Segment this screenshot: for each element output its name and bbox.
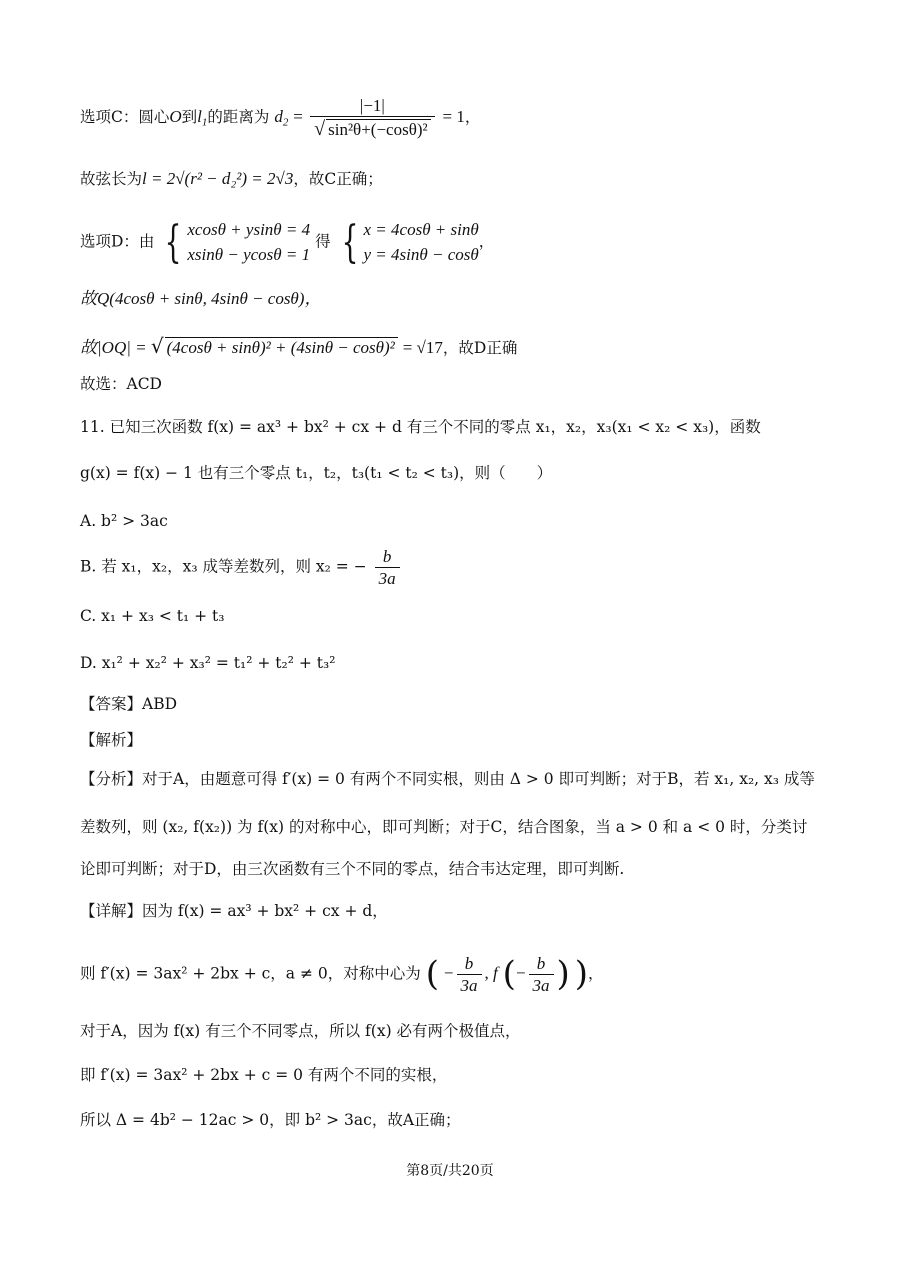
oq-line: 故|OQ| = √ (4cosθ + sinθ)² + (4sinθ − cosθ)² = √17，故D正确 xyxy=(80,334,518,358)
center-o: O xyxy=(169,107,182,126)
chord-line xyxy=(80,170,383,188)
option-c-label: 选项C：圆心 xyxy=(80,108,170,126)
detail-line-5: 所以 Δ = 4b² − 12ac > 0，即 b² > 3ac，故A正确； xyxy=(80,1111,461,1129)
chord-suffix: ，故C正确； xyxy=(293,170,383,188)
detail-line-2: 则 f′(x) = 3ax² + 2bx + c，a ≠ 0，对称中心为 ( − $\frac{b}{3a}$ , f (− $\frac{b}{3a}$ ) )， xyxy=(80,953,604,995)
q11-line-1: 11. 已知三次函数 f(x) = ax³ + bx² + cx + d 有三个不同的零点 x₁，x₂，x₃(x₁ < x₂ < x₃)，函数 xyxy=(80,418,761,436)
oq-prefix: 故|OQ| = xyxy=(80,338,151,357)
option-d: D. x₁² + x₂² + x₃² = t₁² + t₂² + t₃² xyxy=(80,654,336,672)
d2-symbol: $d_2$ xyxy=(274,107,289,129)
answer: 【答案】ABD xyxy=(80,695,178,713)
choose-line: 故选：ACD xyxy=(80,375,162,393)
chord-prefix: 故弦长为 xyxy=(80,170,143,188)
page-footer: 第8页/共20页 xyxy=(406,1163,494,1179)
q11-line-2: g(x) = f(x) − 1 也有三个零点 t₁，t₂，t₃(t₁ < t₂ < t₃)，则（ ） xyxy=(80,464,553,482)
analysis-heading: 【解析】 xyxy=(80,731,143,749)
option-a: A. b² > 3ac xyxy=(80,512,168,530)
system-equations-2: { x = 4cosθ + sinθ y = 4sinθ − cosθ xyxy=(341,216,479,268)
option-d-label: 选项D：由 xyxy=(80,232,155,251)
option-c: C. x₁ + x₃ < t₁ + t₃ xyxy=(80,607,225,625)
distance-fraction xyxy=(310,97,434,139)
oq-suffix: ，故D正确 xyxy=(442,339,518,357)
analysis-line-3: 论即可判断；对于D，由三次函数有三个不同的零点，结合韦达定理，即可判断. xyxy=(80,860,625,878)
q-point-line: 故Q(4cosθ + sinθ, 4sinθ − cosθ)， xyxy=(80,289,322,308)
option-b: B. 若 x₁，x₂，x₃ 成等差数列，则 x₂ = − $\frac{b}{3a}$ xyxy=(80,548,403,587)
line-l1: $l_1$ xyxy=(197,107,208,129)
to-text: 到 xyxy=(181,108,198,126)
de-text: 得 xyxy=(315,232,331,251)
distance-value: = 1 xyxy=(442,107,465,126)
fraction-numerator: |−1| xyxy=(359,96,385,115)
distance-text: 的距离为 xyxy=(207,108,270,126)
option-d-line: 选项D：由 { xcosθ + ysinθ = 4 xsinθ − ycosθ = 1 得 { x = 4cosθ + sinθ y = 4sinθ − cosθ ， xyxy=(80,216,495,268)
oq-value: = √17 xyxy=(402,338,443,357)
analysis-line-2: 差数列，则 (x₂, f(x₂)) 为 f(x) 的对称中心，即可判断；对于C，结合图象，当 a > 0 和 a < 0 时，分类讨 xyxy=(80,818,808,836)
analysis-line-1: 【分析】对于A，由题意可得 f′(x) = 0 有两个不同实根，则由 Δ > 0 即可判断；对于B，若 x₁, x₂, x₃ 成等 xyxy=(80,770,815,788)
fraction-denominator: √ sin²θ+(−cosθ)² xyxy=(310,116,434,139)
detail-line-1: 【详解】因为 f(x) = ax³ + bx² + cx + d， xyxy=(80,902,388,920)
detail-line-3: 对于A，因为 f(x) 有三个不同零点，所以 f(x) 必有两个极值点， xyxy=(80,1022,521,1040)
detail-line-4: 即 f′(x) = 3ax² + 2bx + c = 0 有两个不同的实根， xyxy=(80,1066,448,1084)
chord-formula: l = 2√(r² − d₂²) = 2√3 xyxy=(142,169,294,188)
option-c-line: 选项C：圆心O到$l_1$的距离为 $d_2$ = $\frac{|-1|}{\text{√ sin²θ+(−cosθ)²}}$ = 1， xyxy=(80,96,481,140)
oq-radicand: (4cosθ + sinθ)² + (4sinθ − cosθ)² xyxy=(165,337,398,356)
system-equations-1: { xcosθ + ysinθ = 4 xsinθ − ycosθ = 1 xyxy=(164,216,311,268)
